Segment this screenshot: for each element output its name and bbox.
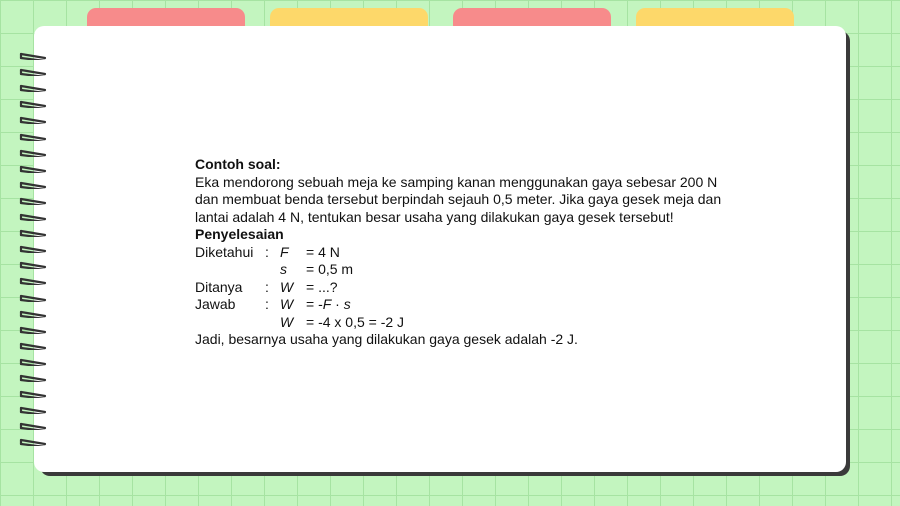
spiral-ring [19, 342, 49, 350]
variable-W: W [280, 296, 294, 312]
spiral-ring [19, 422, 49, 430]
spiral-ring [19, 197, 49, 205]
spiral-ring [19, 261, 49, 269]
answer-row-formula [195, 296, 725, 314]
spiral-ring [19, 245, 49, 253]
spiral-ring [19, 52, 49, 60]
asked-row [195, 279, 725, 297]
variable-W: W [280, 313, 294, 330]
spiral-ring [19, 116, 49, 124]
spiral-ring [19, 181, 49, 189]
spiral-ring [19, 100, 49, 108]
variable-F: F [280, 243, 289, 260]
variable-W: W [280, 278, 294, 295]
spiral-ring [19, 277, 49, 285]
spiral-ring [19, 213, 49, 221]
value-s: = 0,5 m [306, 261, 354, 277]
spiral-ring [19, 294, 49, 302]
colon: : [265, 296, 269, 312]
spiral-ring [19, 229, 49, 237]
answer-row-result [195, 314, 725, 332]
value-F: = 4 N [306, 243, 340, 260]
conclusion: Jadi, besarnya usaha yang dilakukan gaya gesek adalah -2 J. [195, 331, 578, 347]
problem-statement: Eka mendorong sebuah meja ke samping kanan menggunakan gaya sebesar 200 N dan membuat benda tersebut berpindah sejauh 0,5 meter. Jika gaya gesek meja dan lantai adalah 4 N, tentukan besar usaha yang dilakukan gaya gesek tersebut! [195, 173, 722, 225]
spiral-ring [19, 310, 49, 318]
spiral-ring [19, 149, 49, 157]
spiral-ring [19, 68, 49, 76]
formula [306, 296, 351, 314]
variable-s: s [280, 261, 287, 277]
formula-dot: · [331, 296, 344, 312]
spiral-ring [19, 358, 49, 366]
known-row-force [195, 244, 725, 262]
spiral-ring [19, 326, 49, 334]
asked-label: Ditanya [195, 278, 243, 295]
formula-F: F [322, 296, 332, 312]
colon: : [265, 278, 269, 295]
spiral-ring [19, 84, 49, 92]
spiral-ring [19, 390, 49, 398]
known-label: Diketahui [195, 243, 254, 260]
colon: : [265, 243, 269, 260]
spiral-ring [19, 133, 49, 141]
result: = -4 x 0,5 = -2 J [306, 313, 405, 330]
formula-prefix: = - [306, 296, 323, 312]
solution-heading: Penyelesaian [195, 226, 284, 242]
problem-heading: Contoh soal: [195, 156, 281, 172]
value-W-asked: = ...? [306, 278, 338, 295]
formula-s: s [343, 296, 351, 312]
spiral-ring [19, 165, 49, 173]
known-row-distance [195, 261, 725, 279]
spiral-ring [19, 438, 49, 446]
spiral-ring [19, 406, 49, 414]
spiral-ring [19, 374, 49, 382]
example-problem [195, 156, 725, 349]
answer-label: Jawab [195, 296, 236, 312]
